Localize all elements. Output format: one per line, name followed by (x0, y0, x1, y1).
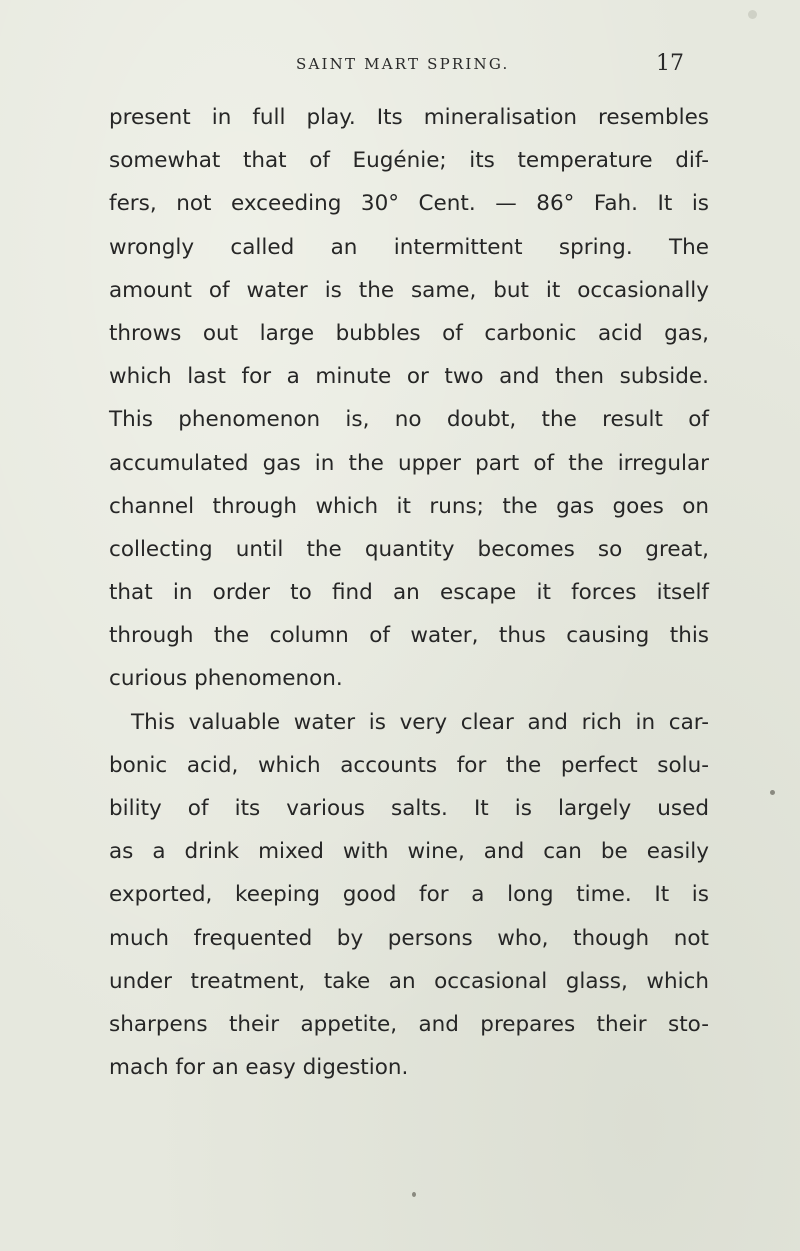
text-line: present in full play. Its mineralisation resembles (109, 105, 709, 130)
text-line: sharpens their appetite, and prepares their sto- (109, 1011, 709, 1037)
text-line: This valuable water is very clear and rich in car- (131, 709, 709, 735)
text-line: through the column of water, thus causing this (109, 623, 709, 649)
text-line: throws out large bubbles of carbonic acid gas, (109, 320, 709, 346)
text-line: as a drink mixed with wine, and can be easily (109, 839, 709, 865)
text-line: which last for a minute or two and then subside. (109, 364, 709, 390)
text-line: bility of its various salts. It is largely used (109, 796, 709, 821)
text-line: mach for an easy digestion. (109, 1055, 409, 1081)
text-line: bonic acid, which accounts for the perfect solu- (109, 752, 709, 778)
text-line: channel through which it runs; the gas goes on (109, 493, 709, 519)
running-head (0, 51, 800, 81)
paper-speck (770, 790, 775, 795)
running-title: SAINT MART SPRING. (296, 55, 510, 73)
text-line: under treatment, take an occasional glass, which (109, 968, 709, 994)
text-line: collecting until the quantity becomes so great, (109, 536, 709, 562)
text-line: exported, keeping good for a long time. It is (109, 882, 709, 908)
page-number: 17 (656, 51, 684, 76)
text-line: that in order to find an escape it forces itself (109, 580, 709, 606)
body-text (109, 96, 709, 1089)
text-line: much frequented by persons who, though not (109, 925, 709, 951)
paper-speck (748, 10, 757, 19)
text-line: fers, not exceeding 30° Cent. — 86° Fah. It is (109, 191, 709, 217)
text-line: amount of water is the same, but it occasionally (109, 277, 709, 303)
text-line: somewhat that of Eugénie; its temperature dif- (109, 148, 709, 174)
text-line: This phenomenon is, no doubt, the result of (109, 407, 709, 433)
text-line: accumulated gas in the upper part of the irregular (109, 450, 709, 476)
text-line: curious phenomenon. (109, 666, 343, 692)
text-line: wrongly called an intermittent spring. The (109, 234, 709, 260)
paper-speck (412, 1192, 416, 1197)
